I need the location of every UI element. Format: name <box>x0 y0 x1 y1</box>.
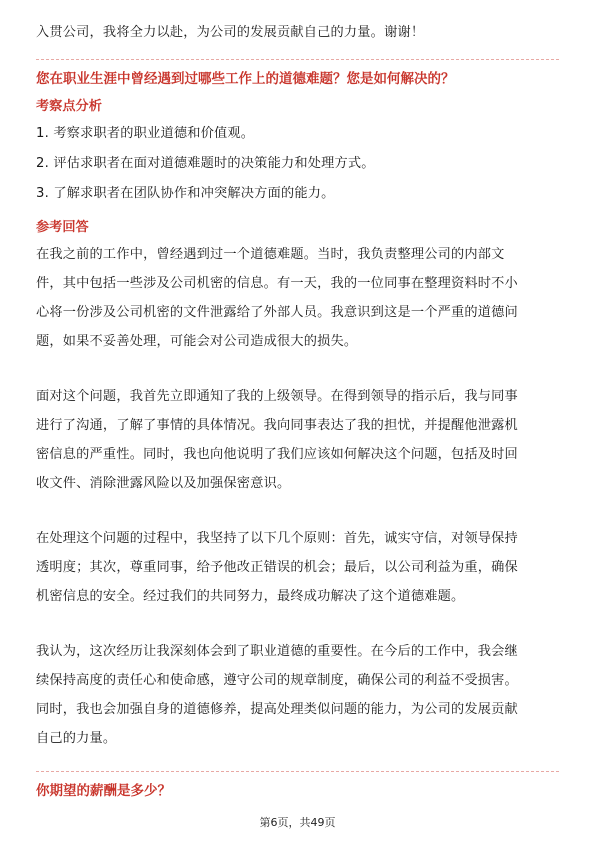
analysis-heading: 考察点分析 <box>36 99 102 114</box>
answer-line: 心将一份涉及公司机密的文件泄露给了外部人员。我意识到这是一个严重的道德问 <box>36 305 518 320</box>
answer-line: 同时，我也会加强自身的道德修养，提高处理类似问题的能力，为公司的发展贡献 <box>36 702 518 717</box>
page-number: 第6页，共49页 <box>259 816 336 829</box>
answer-line: 在处理这个问题的过程中，我坚持了以下几个原则：首先，诚实守信，对领导保持 <box>36 531 518 546</box>
answer-line: 面对这个问题，我首先立即通知了我的上级领导。在得到领导的指示后，我与同事 <box>36 389 518 404</box>
answer-line: 我认为，这次经历让我深刻体会到了职业道德的重要性。在今后的工作中，我会继 <box>36 644 518 659</box>
answer-line: 收文件、消除泄露风险以及加强保密意识。 <box>36 476 291 491</box>
answer-heading: 参考回答 <box>36 220 89 235</box>
answer-line: 题，如果不妥善处理，可能会对公司造成很大的损失。 <box>36 334 358 349</box>
intro-line: 入贯公司，我将全力以赴，为公司的发展贡献自己的力量。谢谢！ <box>36 25 425 40</box>
question-2: 你期望的薪酬是多少？ <box>36 783 171 799</box>
divider <box>36 59 559 60</box>
answer-line: 续保持高度的责任心和使命感，遵守公司的规章制度，确保公司的利益不受损害。 <box>36 673 518 688</box>
question-1: 您在职业生涯中曾经遇到过哪些工作上的道德难题？您是如何解决的？ <box>36 71 455 87</box>
answer-line: 进行了沟通，了解了事情的具体情况。我向同事表达了我的担忧，并提醒他泄露机 <box>36 418 518 433</box>
divider <box>36 771 559 772</box>
answer-line: 在我之前的工作中，曾经遇到过一个道德难题。当时，我负责整理公司的内部文 <box>36 247 505 262</box>
answer-line: 件，其中包括一些涉及公司机密的信息。有一天，我的一位同事在整理资料时不小 <box>36 276 518 291</box>
answer-line: 密信息的严重性。同时，我也向他说明了我们应该如何解决这个问题，包括及时回 <box>36 447 518 462</box>
analysis-item: 1. 考察求职者的职业道德和价值观。 <box>36 126 255 141</box>
analysis-item: 2. 评估求职者在面对道德难题时的决策能力和处理方式。 <box>36 156 375 171</box>
answer-line: 自己的力量。 <box>36 731 117 746</box>
answer-line: 机密信息的安全。经过我们的共同努力，最终成功解决了这个道德难题。 <box>36 589 465 604</box>
answer-line: 透明度；其次，尊重同事，给予他改正错误的机会；最后，以公司利益为重，确保 <box>36 560 518 575</box>
analysis-item: 3. 了解求职者在团队协作和冲突解决方面的能力。 <box>36 186 335 201</box>
